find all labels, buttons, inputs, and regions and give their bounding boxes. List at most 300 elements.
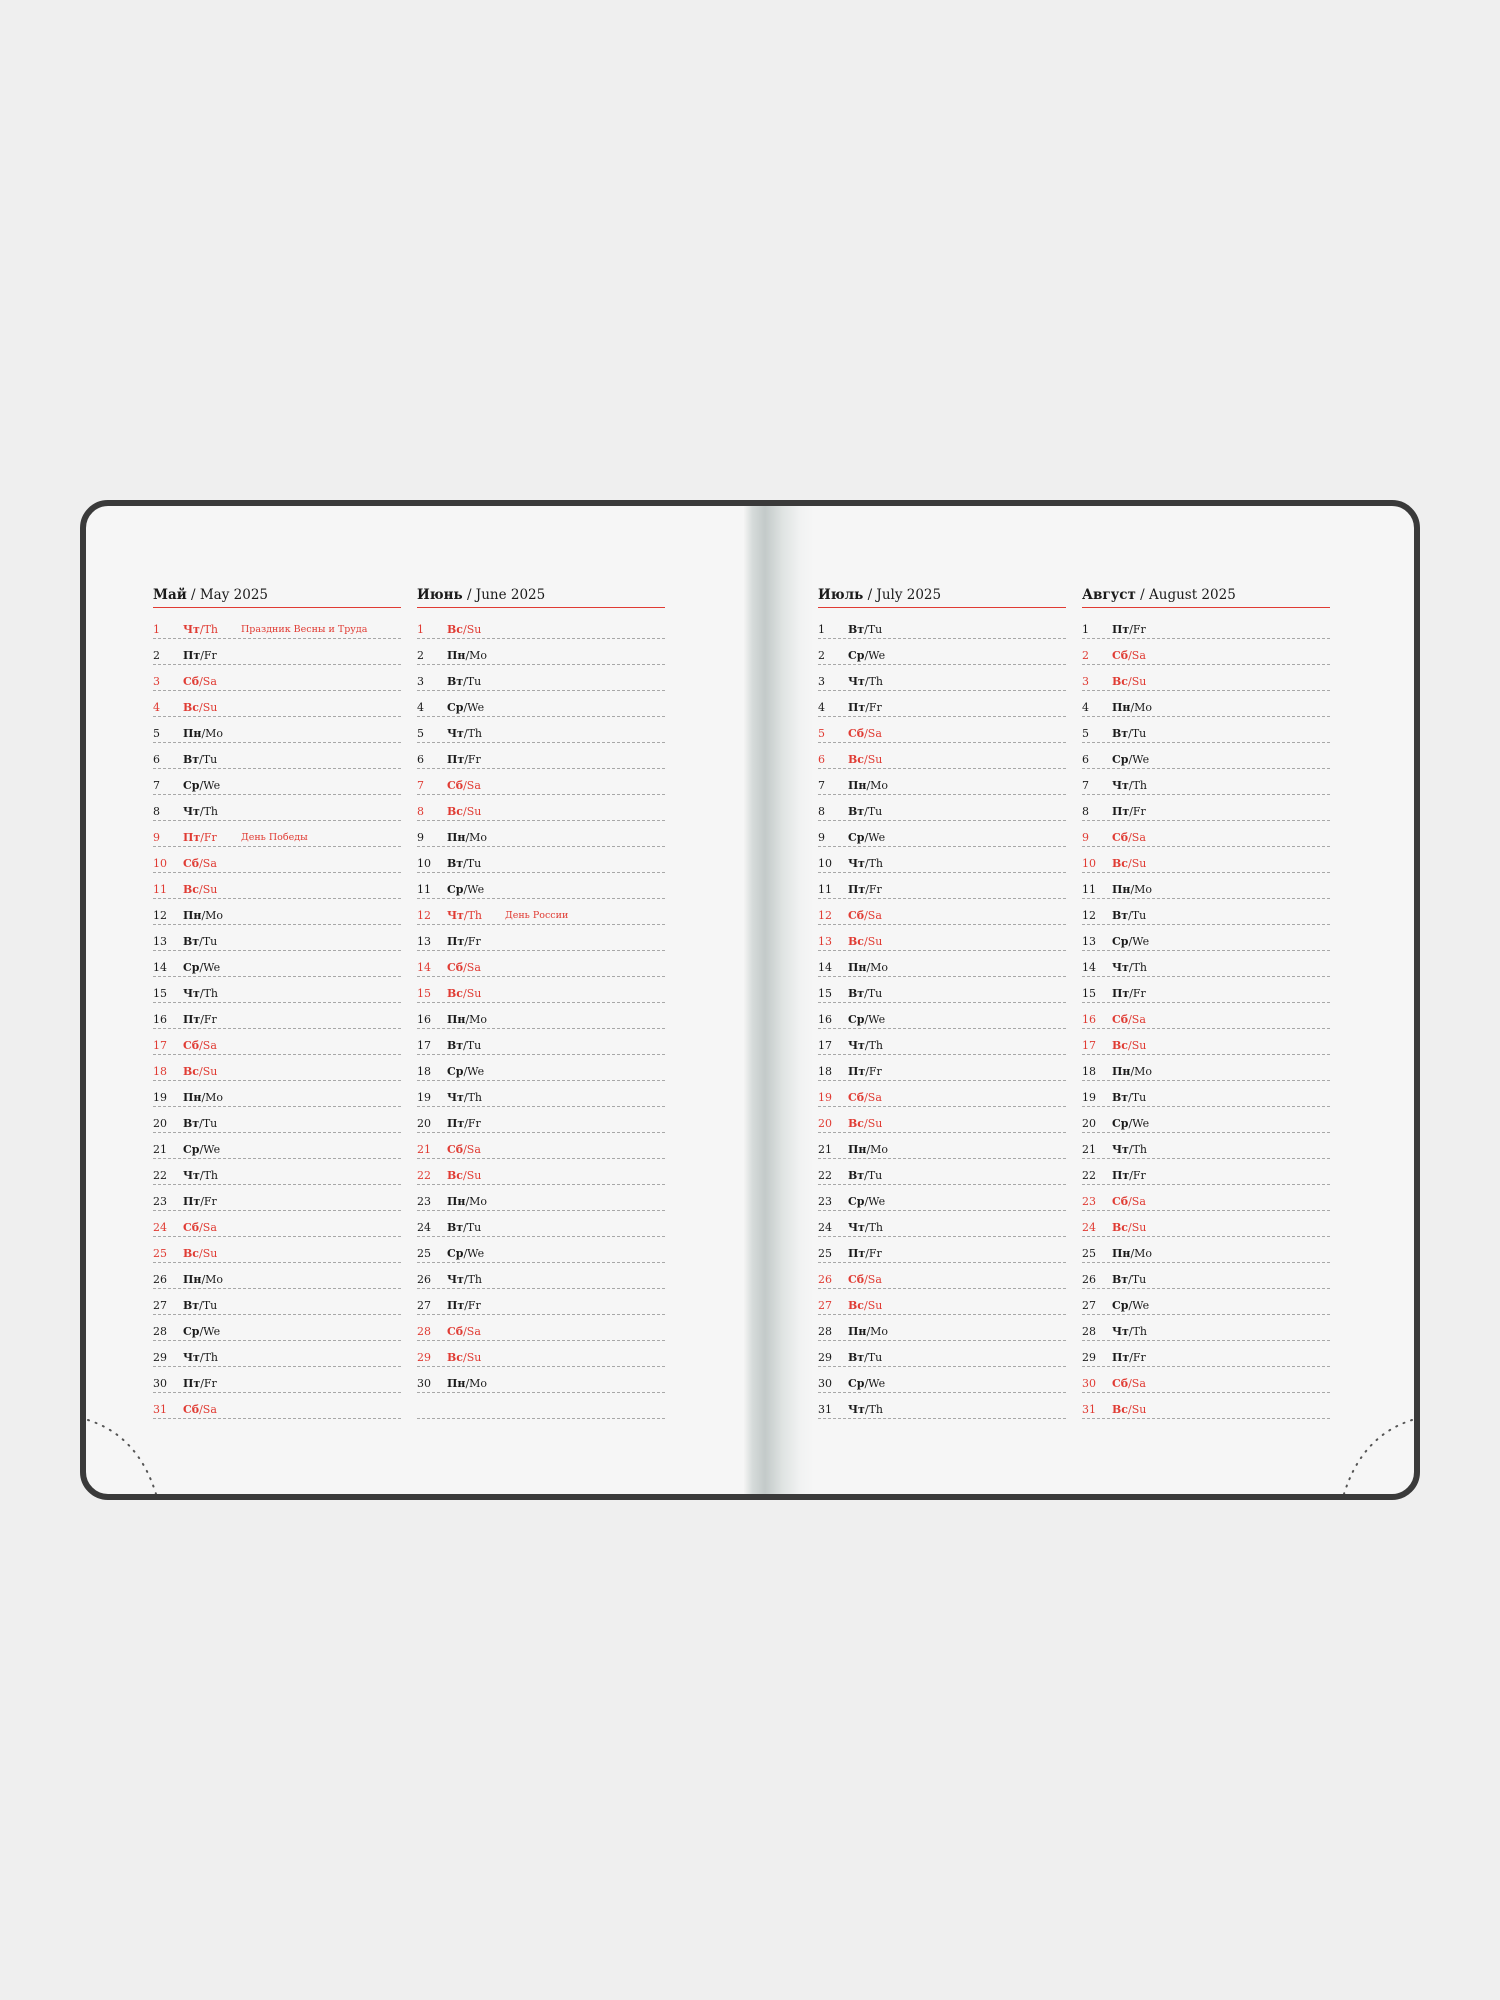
weekday-ru: Пт xyxy=(183,1013,201,1026)
day-row[interactable] xyxy=(153,1368,401,1393)
weekday-ru: Пт xyxy=(447,1117,465,1130)
day-row[interactable] xyxy=(153,1030,401,1055)
day-row[interactable] xyxy=(417,666,665,691)
day-row[interactable] xyxy=(153,1238,401,1263)
weekday xyxy=(1112,1143,1170,1157)
weekday-en: /Fr xyxy=(1129,987,1146,1000)
weekday-en: /Sa xyxy=(199,675,217,688)
weekday-ru: Пт xyxy=(1112,1351,1130,1364)
day-row[interactable] xyxy=(1082,1186,1330,1211)
weekday-en: /Th xyxy=(463,1091,483,1104)
day-number: 29 xyxy=(417,1351,431,1364)
day-row[interactable] xyxy=(153,1160,401,1185)
day-row[interactable] xyxy=(417,1056,665,1081)
day-row[interactable] xyxy=(417,1082,665,1107)
day-row[interactable] xyxy=(153,614,401,639)
day-row[interactable] xyxy=(818,718,1066,743)
day-row[interactable] xyxy=(818,978,1066,1003)
weekday xyxy=(183,1247,241,1261)
day-row[interactable] xyxy=(818,1394,1066,1419)
day-number: 26 xyxy=(1082,1273,1096,1286)
day-number: 31 xyxy=(1082,1403,1096,1416)
weekday-ru: Сб xyxy=(447,779,464,792)
weekday xyxy=(183,1221,241,1235)
day-row[interactable] xyxy=(417,1316,665,1341)
month-title xyxy=(1082,586,1330,608)
weekday xyxy=(183,1195,241,1209)
day-row[interactable] xyxy=(1082,874,1330,899)
weekday-ru: Сб xyxy=(848,1273,865,1286)
day-row[interactable] xyxy=(153,900,401,925)
day-row[interactable] xyxy=(818,666,1066,691)
weekday-ru: Сб xyxy=(447,1325,464,1338)
weekday-ru: Вс xyxy=(183,883,199,896)
day-number: 6 xyxy=(1082,753,1089,766)
weekday-en: /Sa xyxy=(199,857,217,870)
day-row[interactable] xyxy=(818,1316,1066,1341)
day-row[interactable] xyxy=(1082,1290,1330,1315)
day-row[interactable] xyxy=(153,1056,401,1081)
weekday-ru: Сб xyxy=(183,675,200,688)
weekday-ru: Вс xyxy=(1112,1039,1128,1052)
weekday xyxy=(183,1169,241,1183)
weekday-en: /Tu xyxy=(1128,727,1147,740)
weekday xyxy=(183,701,241,715)
day-row[interactable] xyxy=(417,874,665,899)
weekday-ru: Сб xyxy=(848,727,865,740)
weekday xyxy=(1112,1039,1170,1053)
day-row[interactable] xyxy=(1082,718,1330,743)
weekday xyxy=(183,623,241,637)
weekday xyxy=(848,883,906,897)
day-row[interactable] xyxy=(818,744,1066,769)
weekday-en: /Fr xyxy=(464,1117,481,1130)
day-row[interactable] xyxy=(417,926,665,951)
day-row[interactable] xyxy=(1082,1108,1330,1133)
weekday xyxy=(1112,1221,1170,1235)
day-row[interactable] xyxy=(1082,978,1330,1003)
weekday-en: /Tu xyxy=(199,1117,218,1130)
day-row[interactable] xyxy=(1082,614,1330,639)
day-row[interactable] xyxy=(818,1264,1066,1289)
day-row[interactable] xyxy=(1082,666,1330,691)
day-number: 19 xyxy=(153,1091,167,1104)
day-row[interactable] xyxy=(153,796,401,821)
weekday-en: /Mo xyxy=(465,1377,488,1390)
day-row[interactable] xyxy=(818,1290,1066,1315)
weekday-ru: Пт xyxy=(848,1065,866,1078)
day-row[interactable] xyxy=(153,952,401,977)
day-row[interactable] xyxy=(153,1082,401,1107)
day-number: 24 xyxy=(1082,1221,1096,1234)
weekday-ru: Ср xyxy=(183,961,200,974)
weekday-en: /We xyxy=(463,1065,485,1078)
day-number: 1 xyxy=(417,623,424,636)
weekday-en: /Mo xyxy=(465,831,488,844)
day-number: 29 xyxy=(818,1351,832,1364)
day-number: 21 xyxy=(417,1143,431,1156)
day-row[interactable] xyxy=(417,1264,665,1289)
day-row[interactable] xyxy=(1082,1342,1330,1367)
empty-row[interactable] xyxy=(417,1394,665,1419)
weekday-ru: Вт xyxy=(447,857,464,870)
weekday-en: /Th xyxy=(199,623,219,636)
day-row[interactable] xyxy=(1082,1004,1330,1029)
weekday-ru: Пн xyxy=(1112,1065,1131,1078)
day-row[interactable] xyxy=(1082,900,1330,925)
month-august xyxy=(1082,586,1330,1420)
day-row[interactable] xyxy=(417,718,665,743)
day-row[interactable] xyxy=(1082,1082,1330,1107)
month-title-ru: Май xyxy=(153,587,187,603)
day-row[interactable] xyxy=(1082,1238,1330,1263)
day-number: 8 xyxy=(153,805,160,818)
weekday-ru: Сб xyxy=(1112,1013,1129,1026)
day-row[interactable] xyxy=(1082,1394,1330,1419)
weekday-en: /Sa xyxy=(1128,1013,1146,1026)
day-row[interactable] xyxy=(153,666,401,691)
weekday-en: /Sa xyxy=(864,909,882,922)
day-number: 5 xyxy=(153,727,160,740)
day-row[interactable] xyxy=(818,1238,1066,1263)
weekday-ru: Вт xyxy=(848,1351,865,1364)
day-row[interactable] xyxy=(818,848,1066,873)
planner-spread xyxy=(80,500,1420,1500)
book-spine xyxy=(744,506,814,1494)
day-row[interactable] xyxy=(417,614,665,639)
weekday-en: /Sa xyxy=(1128,1377,1146,1390)
day-row[interactable] xyxy=(417,1290,665,1315)
day-number: 25 xyxy=(1082,1247,1096,1260)
day-number: 5 xyxy=(417,727,424,740)
weekday-en: /Th xyxy=(199,1169,219,1182)
day-row[interactable] xyxy=(153,718,401,743)
weekday xyxy=(183,1273,241,1287)
day-row[interactable] xyxy=(818,796,1066,821)
weekday-ru: Вс xyxy=(1112,675,1128,688)
day-row[interactable] xyxy=(818,1368,1066,1393)
weekday xyxy=(447,1169,505,1183)
day-row[interactable] xyxy=(818,640,1066,665)
day-row[interactable] xyxy=(818,1186,1066,1211)
day-number: 9 xyxy=(417,831,424,844)
day-row[interactable] xyxy=(153,978,401,1003)
weekday-en: /Sa xyxy=(864,1091,882,1104)
weekday xyxy=(447,1377,505,1391)
day-row[interactable] xyxy=(417,1134,665,1159)
day-row[interactable] xyxy=(417,822,665,847)
day-row[interactable] xyxy=(417,1004,665,1029)
day-row[interactable] xyxy=(818,1212,1066,1237)
weekday xyxy=(848,961,906,975)
weekday-ru: Пн xyxy=(447,1195,466,1208)
day-row[interactable] xyxy=(818,1004,1066,1029)
weekday xyxy=(1112,1195,1170,1209)
weekday xyxy=(848,1221,906,1235)
weekday xyxy=(447,961,505,975)
day-number: 26 xyxy=(153,1273,167,1286)
day-number: 18 xyxy=(417,1065,431,1078)
weekday xyxy=(183,675,241,689)
weekday-ru: Чт xyxy=(848,675,865,688)
weekday-en: /Su xyxy=(199,1247,218,1260)
day-row[interactable] xyxy=(153,1004,401,1029)
weekday-ru: Вт xyxy=(447,1039,464,1052)
day-row[interactable] xyxy=(1082,1134,1330,1159)
weekday xyxy=(183,987,241,1001)
day-number: 1 xyxy=(1082,623,1089,636)
day-row[interactable] xyxy=(417,1186,665,1211)
day-row[interactable] xyxy=(1082,1212,1330,1237)
day-number: 4 xyxy=(818,701,825,714)
day-row[interactable] xyxy=(153,1342,401,1367)
weekday xyxy=(1112,649,1170,663)
day-row[interactable] xyxy=(1082,926,1330,951)
holiday-note: День России xyxy=(505,910,569,921)
weekday-ru: Ср xyxy=(848,1377,865,1390)
day-row[interactable] xyxy=(417,692,665,717)
weekday-en: /Th xyxy=(1128,961,1148,974)
day-number: 26 xyxy=(417,1273,431,1286)
day-row[interactable] xyxy=(1082,770,1330,795)
day-row[interactable] xyxy=(1082,692,1330,717)
day-number: 10 xyxy=(153,857,167,870)
day-row[interactable] xyxy=(818,1082,1066,1107)
weekday-en: /Tu xyxy=(864,987,883,1000)
weekday xyxy=(1112,935,1170,949)
weekday xyxy=(447,1013,505,1027)
weekday-en: /Fr xyxy=(865,1065,882,1078)
day-row[interactable] xyxy=(1082,1160,1330,1185)
weekday xyxy=(1112,779,1170,793)
day-row[interactable] xyxy=(153,692,401,717)
weekday-ru: Сб xyxy=(1112,1377,1129,1390)
day-row[interactable] xyxy=(818,1056,1066,1081)
day-number: 12 xyxy=(1082,909,1096,922)
weekday-en: /Su xyxy=(864,935,883,948)
weekday-ru: Вс xyxy=(447,1351,463,1364)
weekday xyxy=(183,1039,241,1053)
weekday xyxy=(848,1117,906,1131)
day-row[interactable] xyxy=(417,640,665,665)
day-number: 4 xyxy=(1082,701,1089,714)
day-row[interactable] xyxy=(153,1394,401,1419)
day-row[interactable] xyxy=(153,848,401,873)
day-row[interactable] xyxy=(153,1316,401,1341)
weekday-ru: Пт xyxy=(183,649,201,662)
weekday xyxy=(1112,805,1170,819)
day-row[interactable] xyxy=(417,1160,665,1185)
day-row[interactable] xyxy=(153,874,401,899)
day-row[interactable] xyxy=(818,926,1066,951)
day-row[interactable] xyxy=(818,1342,1066,1367)
day-row[interactable] xyxy=(153,1264,401,1289)
day-number: 4 xyxy=(153,701,160,714)
day-row[interactable] xyxy=(818,692,1066,717)
day-row[interactable] xyxy=(153,640,401,665)
weekday xyxy=(848,805,906,819)
day-row[interactable] xyxy=(417,1108,665,1133)
day-number: 13 xyxy=(1082,935,1096,948)
day-row[interactable] xyxy=(818,770,1066,795)
day-row[interactable] xyxy=(417,796,665,821)
day-row[interactable] xyxy=(417,770,665,795)
day-row[interactable] xyxy=(153,770,401,795)
day-number: 29 xyxy=(1082,1351,1096,1364)
day-row[interactable] xyxy=(1082,1316,1330,1341)
day-row[interactable] xyxy=(818,1160,1066,1185)
day-row[interactable] xyxy=(1082,796,1330,821)
weekday xyxy=(447,1299,505,1313)
day-number: 10 xyxy=(818,857,832,870)
day-number: 7 xyxy=(1082,779,1089,792)
weekday xyxy=(848,1299,906,1313)
day-row[interactable] xyxy=(818,952,1066,977)
weekday-en: /Mo xyxy=(1130,883,1153,896)
weekday xyxy=(1112,1013,1170,1027)
day-row[interactable] xyxy=(1082,952,1330,977)
weekday-ru: Вс xyxy=(1112,857,1128,870)
day-row[interactable] xyxy=(1082,1056,1330,1081)
day-number: 26 xyxy=(818,1273,832,1286)
day-row[interactable] xyxy=(153,744,401,769)
weekday xyxy=(447,623,505,637)
weekday xyxy=(183,805,241,819)
weekday xyxy=(183,1143,241,1157)
weekday-ru: Ср xyxy=(848,1013,865,1026)
weekday-en: /We xyxy=(463,883,485,896)
day-row[interactable] xyxy=(1082,640,1330,665)
day-row[interactable] xyxy=(153,1212,401,1237)
weekday-ru: Вс xyxy=(848,753,864,766)
day-row[interactable] xyxy=(153,822,401,847)
weekday-en: /Tu xyxy=(864,805,883,818)
day-row[interactable] xyxy=(818,874,1066,899)
day-row[interactable] xyxy=(417,1030,665,1055)
weekday xyxy=(848,831,906,845)
day-row[interactable] xyxy=(153,1134,401,1159)
weekday-ru: Пт xyxy=(183,1195,201,1208)
day-row[interactable] xyxy=(818,822,1066,847)
weekday xyxy=(447,675,505,689)
weekday xyxy=(1112,883,1170,897)
weekday-en: /Su xyxy=(199,883,218,896)
weekday-en: /Su xyxy=(463,1351,482,1364)
weekday-ru: Пт xyxy=(183,1377,201,1390)
day-row[interactable] xyxy=(818,900,1066,925)
day-number: 18 xyxy=(818,1065,832,1078)
weekday-ru: Ср xyxy=(1112,1299,1129,1312)
day-row[interactable] xyxy=(818,1030,1066,1055)
day-row[interactable] xyxy=(417,1342,665,1367)
weekday-ru: Пн xyxy=(1112,1247,1131,1260)
day-number: 19 xyxy=(417,1091,431,1104)
weekday-ru: Вт xyxy=(1112,909,1129,922)
day-row[interactable] xyxy=(1082,1264,1330,1289)
day-list xyxy=(1082,614,1330,1419)
day-row[interactable] xyxy=(1082,1368,1330,1393)
day-row[interactable] xyxy=(818,1108,1066,1133)
day-row[interactable] xyxy=(417,900,665,925)
day-number: 10 xyxy=(417,857,431,870)
weekday-en: /Fr xyxy=(1129,623,1146,636)
day-row[interactable] xyxy=(417,1238,665,1263)
day-row[interactable] xyxy=(153,1186,401,1211)
day-row[interactable] xyxy=(818,1134,1066,1159)
weekday-ru: Вс xyxy=(183,1065,199,1078)
weekday xyxy=(848,1065,906,1079)
day-number: 7 xyxy=(417,779,424,792)
day-number: 6 xyxy=(153,753,160,766)
weekday-en: /Tu xyxy=(199,1299,218,1312)
weekday xyxy=(848,753,906,767)
weekday-en: /Tu xyxy=(864,623,883,636)
weekday-ru: Чт xyxy=(183,623,200,636)
day-number: 27 xyxy=(417,1299,431,1312)
weekday-ru: Ср xyxy=(848,831,865,844)
day-number: 2 xyxy=(1082,649,1089,662)
weekday xyxy=(447,779,505,793)
month-june xyxy=(417,586,665,1420)
weekday-ru: Пн xyxy=(183,727,202,740)
day-row[interactable] xyxy=(417,1212,665,1237)
weekday-ru: Пт xyxy=(1112,987,1130,1000)
day-row[interactable] xyxy=(153,1290,401,1315)
weekday-ru: Ср xyxy=(183,779,200,792)
weekday-ru: Вт xyxy=(447,675,464,688)
month-may xyxy=(153,586,401,1420)
weekday-ru: Ср xyxy=(848,649,865,662)
day-number: 27 xyxy=(818,1299,832,1312)
day-row[interactable] xyxy=(417,848,665,873)
weekday-ru: Вс xyxy=(1112,1403,1128,1416)
day-row[interactable] xyxy=(153,1108,401,1133)
weekday xyxy=(1112,857,1170,871)
weekday-ru: Пт xyxy=(1112,1169,1130,1182)
weekday-ru: Пн xyxy=(183,1273,202,1286)
weekday xyxy=(1112,1403,1170,1417)
day-row[interactable] xyxy=(153,926,401,951)
day-row[interactable] xyxy=(1082,1030,1330,1055)
weekday-en: /Mo xyxy=(1130,1065,1153,1078)
weekday-en: /Th xyxy=(864,1403,884,1416)
day-row[interactable] xyxy=(417,744,665,769)
day-number: 12 xyxy=(153,909,167,922)
weekday xyxy=(447,857,505,871)
day-row[interactable] xyxy=(417,952,665,977)
day-row[interactable] xyxy=(1082,744,1330,769)
day-number: 17 xyxy=(153,1039,167,1052)
weekday xyxy=(447,1117,505,1131)
weekday xyxy=(848,987,906,1001)
weekday-ru: Сб xyxy=(183,1039,200,1052)
month-title xyxy=(417,586,665,608)
weekday-ru: Пн xyxy=(447,1013,466,1026)
day-row[interactable] xyxy=(417,1368,665,1393)
weekday-ru: Вс xyxy=(848,1299,864,1312)
weekday-en: /Th xyxy=(864,857,884,870)
day-row[interactable] xyxy=(1082,848,1330,873)
day-row[interactable] xyxy=(1082,822,1330,847)
day-number: 16 xyxy=(818,1013,832,1026)
day-row[interactable] xyxy=(417,978,665,1003)
weekday xyxy=(848,649,906,663)
corner-dots-right-icon xyxy=(1334,1414,1414,1494)
weekday-ru: Вт xyxy=(1112,1273,1129,1286)
weekday xyxy=(447,1247,505,1261)
day-row[interactable] xyxy=(818,614,1066,639)
day-number: 31 xyxy=(818,1403,832,1416)
